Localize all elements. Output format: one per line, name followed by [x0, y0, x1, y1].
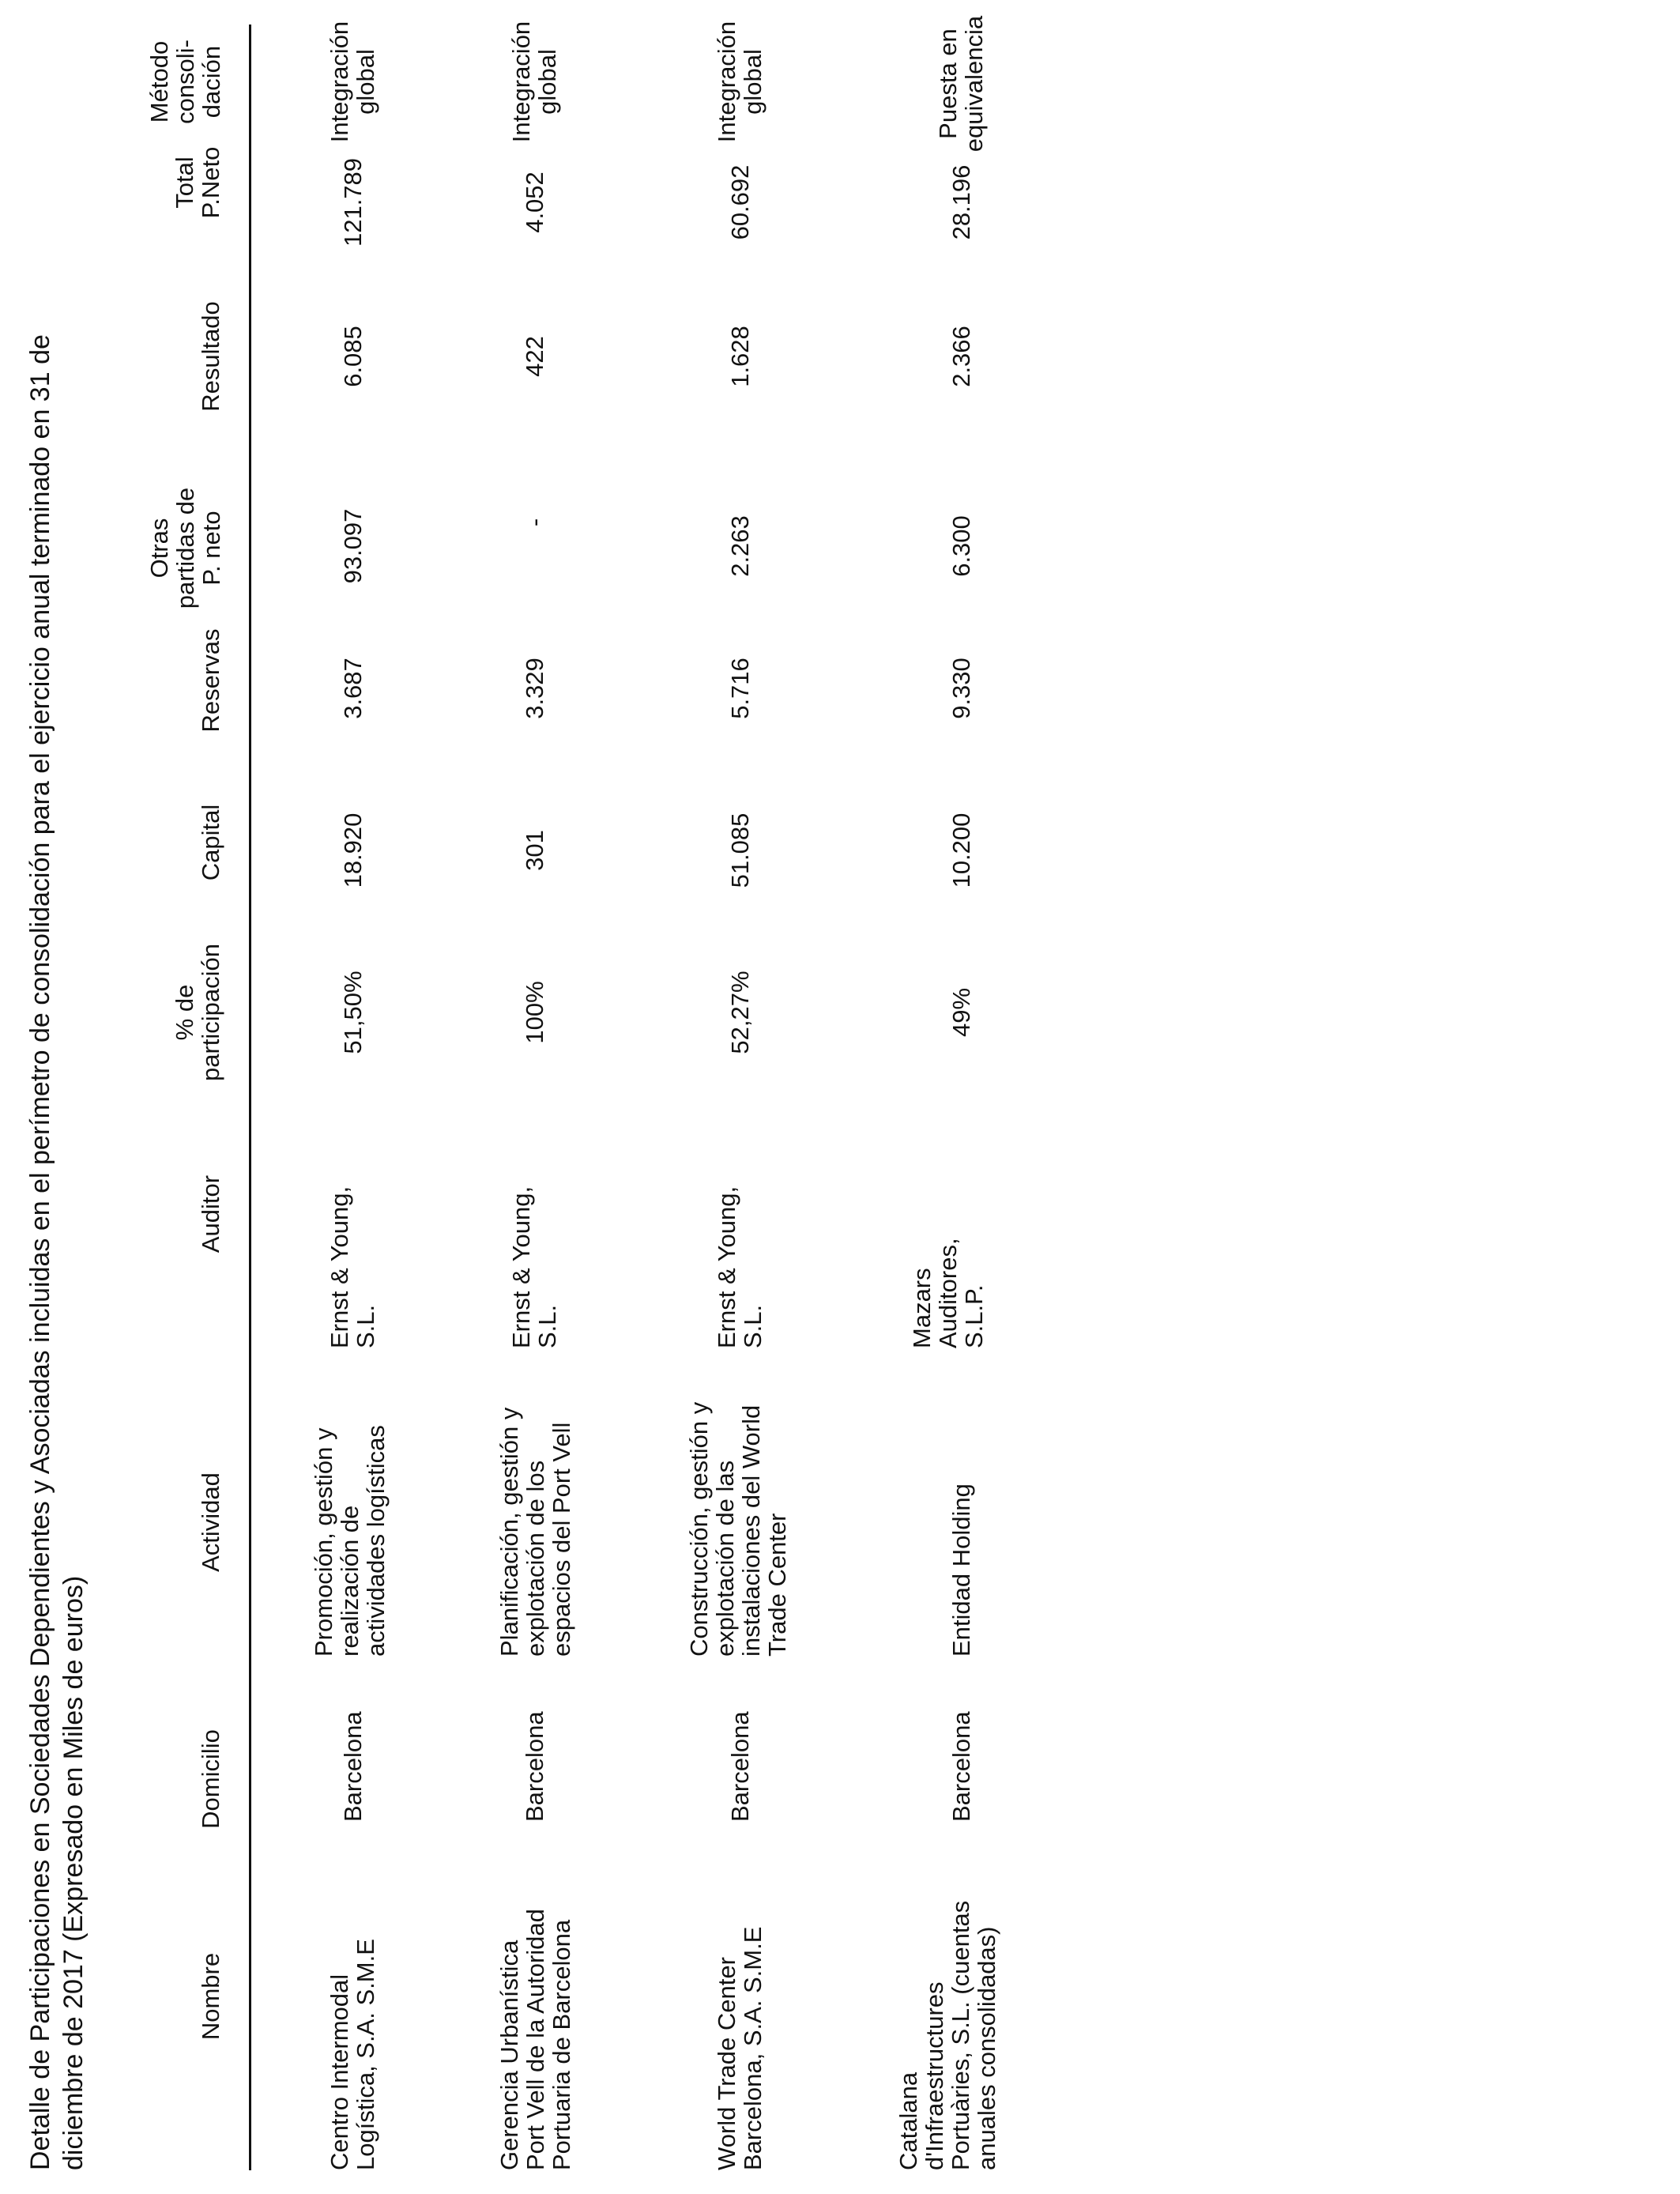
- row3-reservas: 5.716: [726, 658, 754, 719]
- row2-otras: -: [521, 518, 548, 527]
- row1-auditor: Ernst & Young, S.L.: [326, 1186, 379, 1348]
- row2-reservas: 3.329: [521, 658, 548, 719]
- row4-auditor: Mazars Auditores, S.L.P.: [908, 1238, 988, 1348]
- row1-capital: 18.920: [339, 812, 367, 888]
- row4-nombre: Catalana d'Infraestructures Portuàries, S.L. (cuentas anuales consolidadas): [895, 1900, 1000, 2170]
- title-line-2: diciembre de 2017 (Expresado en Miles de euros): [58, 1575, 89, 2170]
- header-metodo: Método consoli- dación: [145, 40, 225, 124]
- header-reservas: Reservas: [197, 628, 224, 733]
- row2-total: 4.052: [521, 172, 548, 233]
- row3-actividad: Construcción, gestión y explotación de las instalaciones del World Trade Center: [685, 1401, 791, 1657]
- row3-capital: 51.085: [726, 812, 754, 888]
- row2-resultado: 422: [521, 336, 548, 377]
- row2-domicilio: Barcelona: [521, 1711, 548, 1822]
- row4-total: 28.196: [947, 164, 975, 240]
- row1-nombre: Centro Intermodal Logística, S.A. S.M.E: [326, 1939, 379, 2170]
- row4-metodo: Puesta en equivalencia: [934, 15, 988, 153]
- row3-nombre: World Trade Center Barcelona, S.A. S.M.E: [713, 1926, 767, 2170]
- document-title: [24, 21, 90, 2170]
- row1-otras: 93.097: [339, 508, 367, 584]
- row2-actividad: Planificación, gestión y explotación de los espacios del Port Vell: [495, 1407, 575, 1657]
- row4-otras: 6.300: [947, 515, 975, 577]
- row3-resultado: 1.628: [726, 326, 754, 387]
- row4-reservas: 9.330: [947, 658, 975, 719]
- row1-reservas: 3.687: [339, 658, 367, 719]
- header-participacion: % de participación: [171, 943, 224, 1082]
- row1-domicilio: Barcelona: [339, 1711, 367, 1822]
- row2-nombre: Gerencia Urbanística Port Vell de la Autoridad Portuaria de Barcelona: [495, 1909, 575, 2170]
- row2-metodo: Integración global: [507, 21, 561, 143]
- row1-resultado: 6.085: [339, 326, 367, 387]
- row1-participacion: 51,50%: [339, 971, 367, 1054]
- header-actividad: Actividad: [197, 1472, 224, 1572]
- header-auditor: Auditor: [197, 1174, 224, 1253]
- row3-domicilio: Barcelona: [726, 1711, 754, 1822]
- row3-otras: 2.263: [726, 515, 754, 577]
- title-line-1: Detalle de Participaciones en Sociedades Dependientes y Asociadas incluidas en el perímetro de consolidación para el ejercicio anual terminado en 31 de: [25, 334, 55, 2170]
- header-domicilio: Domicilio: [197, 1729, 224, 1829]
- row4-domicilio: Barcelona: [947, 1711, 975, 1822]
- row3-auditor: Ernst & Young, S.L.: [713, 1186, 767, 1348]
- row2-auditor: Ernst & Young, S.L.: [507, 1186, 561, 1348]
- row3-metodo: Integración global: [713, 21, 767, 143]
- row3-participacion: 52,27%: [726, 971, 754, 1054]
- row1-metodo: Integración global: [326, 21, 379, 143]
- row4-actividad: Entidad Holding: [947, 1483, 975, 1657]
- header-rule: [249, 25, 251, 2170]
- row2-participacion: 100%: [521, 981, 548, 1044]
- row4-participacion: 49%: [947, 987, 975, 1038]
- row2-capital: 301: [521, 830, 548, 871]
- row1-total: 121.789: [339, 157, 367, 247]
- row3-total: 60.692: [726, 164, 754, 240]
- header-nombre: Nombre: [197, 1952, 224, 2041]
- header-capital: Capital: [197, 804, 224, 881]
- header-otras: Otras partidas de P. neto: [145, 487, 225, 609]
- row4-capital: 10.200: [947, 812, 975, 888]
- header-resultado: Resultado: [197, 301, 224, 412]
- row4-resultado: 2.366: [947, 326, 975, 387]
- row1-actividad: Promoción, gestión y realización de actividades logísticas: [310, 1425, 390, 1657]
- header-total: Total P.Neto: [171, 146, 224, 219]
